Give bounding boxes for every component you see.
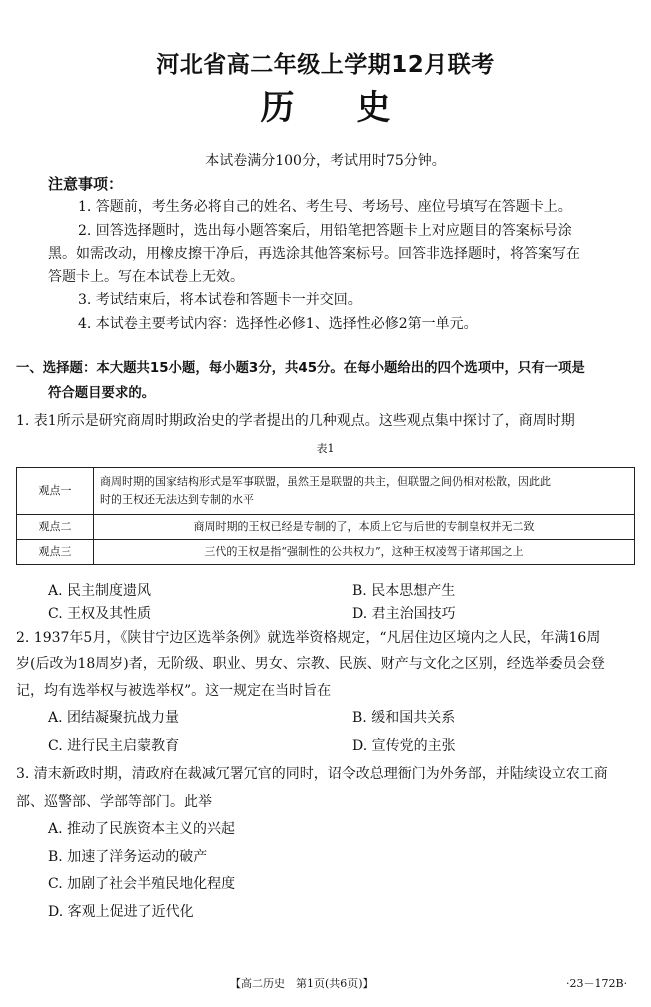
q1-option-c: C. 王权及其性质 xyxy=(48,606,152,622)
subject-title xyxy=(0,80,651,129)
exam-code: ·23－172B· xyxy=(566,977,628,990)
section-heading: 一、选择题：本大题共15小题，每小题3分，共45分。在每小题给出的四个选项中，只有一项是 xyxy=(16,361,585,376)
section-heading-cont: 符合题目要求的。 xyxy=(48,386,156,401)
q2-option-d: D. 宣传党的主张 xyxy=(352,738,456,754)
subject-char-2: 史 xyxy=(356,88,391,128)
table-row-text: 三代的王权是指“强制性的公共权力”，这种王权凌驾于诸邦国之上 xyxy=(94,540,635,565)
notice-line: 1. 答题前，考生务必将自己的姓名、考生号、考场号、座位号填写在答题卡上。 xyxy=(78,199,572,215)
notice-line: 黑。如需改动，用橡皮擦干净后，再选涂其他答案标号。回答非选择题时，将答案写在 xyxy=(48,246,580,262)
table-row xyxy=(17,540,635,565)
q1-option-d: D. 君主治国技巧 xyxy=(352,606,456,622)
question-2-stem-cont: 记，均有选举权与被选举权”。这一规定在当时旨在 xyxy=(16,683,332,699)
q1-option-b: B. 民本思想产生 xyxy=(352,583,456,599)
notice-heading: 注意事项： xyxy=(48,175,124,193)
table-row-text: 商周时期的王权已经是专制的了，本质上它与后世的专制皇权并无二致 xyxy=(94,515,635,540)
table-row-text-line: 时的王权还无法达到专制的水平 xyxy=(100,493,254,506)
q3-option-b: B. 加速了洋务运动的破产 xyxy=(48,849,208,865)
table-row-text-line: 商周时期的国家结构形式是军事联盟，虽然王是联盟的共主，但联盟之间仍相对松散，因此此 xyxy=(100,475,551,488)
page-footer: 【高二历史 第1页(共6页)】 xyxy=(230,977,374,990)
viewpoints-table xyxy=(16,467,635,565)
subject-char-1: 历 xyxy=(260,88,295,128)
q2-option-a: A. 团结凝聚抗战力量 xyxy=(48,710,180,726)
q1-option-a: A. 民主制度遗风 xyxy=(48,583,152,599)
q3-option-c: C. 加剧了社会半殖民地化程度 xyxy=(48,876,236,892)
table-row xyxy=(17,468,635,515)
q3-option-a: A. 推动了民族资本主义的兴起 xyxy=(48,821,236,837)
notice-line: 2. 回答选择题时，选出每小题答案后，用铅笔把答题卡上对应题目的答案标号涂 xyxy=(78,223,572,239)
question-3-stem-cont: 部、巡警部、学部等部门。此举 xyxy=(16,794,212,810)
exam-title: 河北省高二年级上学期12月联考 xyxy=(156,52,495,78)
table-row-label: 观点二 xyxy=(17,515,94,540)
q2-option-b: B. 缓和国共关系 xyxy=(352,710,456,726)
table-row-label: 观点一 xyxy=(17,468,94,515)
notice-line: 3. 考试结束后，将本试卷和答题卡一并交回。 xyxy=(78,292,362,308)
table-caption: 表1 xyxy=(316,442,335,455)
exam-info: 本试卷满分100分，考试用时75分钟。 xyxy=(205,153,446,169)
q3-option-d: D. 客观上促进了近代化 xyxy=(48,904,194,920)
table-row-label: 观点三 xyxy=(17,540,94,565)
table-row-text xyxy=(94,468,635,515)
question-2-stem: 2. 1937年5月，《陕甘宁边区选举条例》就选举资格规定，“凡居住边区境内之人民，年满16周 xyxy=(16,630,601,646)
question-1-stem: 1. 表1所示是研究商周时期政治史的学者提出的几种观点。这些观点集中探讨了，商周时期 xyxy=(16,413,575,429)
notice-line: 答题卡上。写在本试卷上无效。 xyxy=(48,269,244,285)
notice-line: 4. 本试卷主要考试内容：选择性必修1、选择性必修2第一单元。 xyxy=(78,316,478,332)
question-3-stem: 3. 清末新政时期，清政府在裁减冗署冗官的同时，诏令改总理衙门为外务部，并陆续设立农工商 xyxy=(16,766,608,782)
question-2-stem-cont: 岁(后改为18周岁)者，无阶级、职业、男女、宗教、民族、财产与文化之区别，经选举委员会登 xyxy=(16,656,605,672)
q2-option-c: C. 进行民主启蒙教育 xyxy=(48,738,180,754)
table-row xyxy=(17,515,635,540)
